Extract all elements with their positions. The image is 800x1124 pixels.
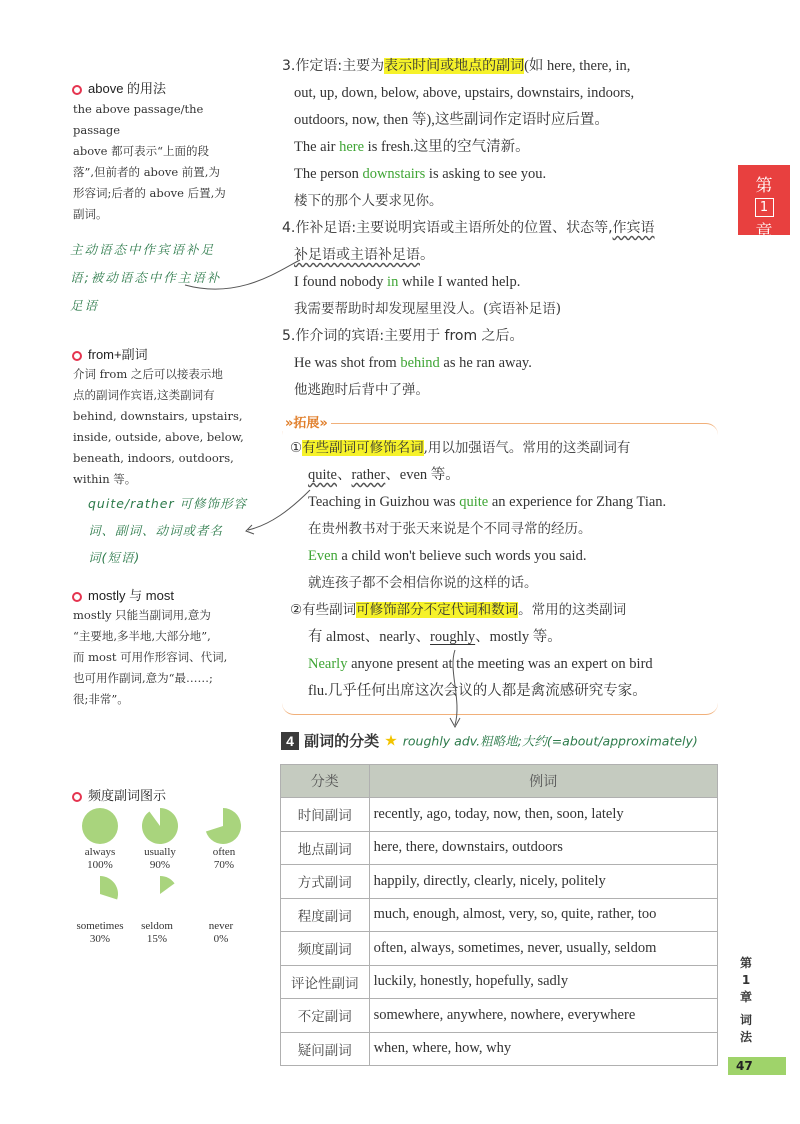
note-line: 足语: [70, 298, 100, 313]
mostly-line: “主要地,多半地,大部分地”,: [73, 629, 211, 643]
note-line: 词(短语): [88, 550, 141, 565]
ex-text: as he ran away.: [439, 355, 532, 371]
side-chapter-char: 第: [739, 956, 752, 970]
p2-text: 有 almost、nearly、: [308, 629, 431, 645]
freq-word: often: [212, 846, 236, 858]
example-in-cn: 我需要帮助时却发现屋里没人。(宾语补足语): [294, 301, 562, 317]
star-icon: ★: [384, 731, 398, 750]
s3-line3: outdoors, now, then 等),这些副词作定语时应后置。: [294, 112, 609, 128]
table-header-row: [281, 765, 718, 798]
freq-word: sometimes: [76, 920, 124, 932]
row-category: 评论性副词: [281, 965, 370, 999]
page-number: 47: [736, 1059, 753, 1073]
note-line: 主动语态中作宾语补足: [70, 242, 216, 257]
from-line: 点的副词作宾语,这类副词有: [73, 388, 215, 402]
ex-text: an experience for Zhang Tian.: [488, 494, 667, 510]
p2-text: 。常用的这类副词: [518, 602, 627, 618]
row-examples: luckily, honestly, hopefully, sadly: [369, 965, 717, 999]
p2-roughly: roughly: [430, 629, 476, 645]
mostly-title-text: mostly 与 most: [88, 588, 174, 603]
example-behind-cn: 他逃跑时后背中了弹。: [294, 382, 429, 398]
from-line: 介词 from 之后可以接表示地: [73, 367, 223, 381]
ex-text: I found nobody: [294, 274, 388, 290]
above-line: 形容词;后者的 above 后置,为: [73, 186, 226, 200]
ex-text: anyone present at the meeting was an expert on bird: [347, 656, 653, 672]
chapter-tab[interactable]: [738, 165, 790, 242]
s4-label: 4.作补足语:主要说明宾语或主语所处的位置、状态等,: [282, 220, 613, 236]
ex-text: The air: [294, 139, 340, 155]
p1-rather: rather: [351, 467, 386, 483]
s3-highlight: 表示时间或地点的副词: [384, 58, 525, 74]
side-chapter-char: 1: [741, 973, 751, 987]
row-examples: here, there, downstairs, outdoors: [369, 831, 717, 865]
from-line: within 等。: [73, 472, 137, 486]
s3-examples: (如 here, there, in,: [524, 58, 631, 74]
ex-adverb: behind: [400, 355, 440, 371]
from-line: beneath, indoors, outdoors,: [73, 451, 234, 465]
section-title: 副词的分类: [304, 732, 380, 750]
ex-adverb: here: [339, 139, 365, 155]
above-title-text: above 的用法: [88, 81, 167, 96]
freq-pct: 70%: [213, 859, 235, 871]
header-examples: 例词: [369, 765, 717, 798]
ex-text: is fresh.这里的空气清新。: [364, 139, 530, 155]
from-line: behind, downstairs, upstairs,: [73, 409, 243, 423]
table-row: [281, 798, 718, 832]
example-nearly-line2: flu.几乎任何出席这次会议的人都是禽流感研究专家。: [308, 683, 647, 699]
ex-adverb: Even: [308, 548, 338, 564]
freq-word: seldom: [141, 920, 173, 932]
ex-text: while I wanted help.: [398, 274, 521, 290]
freq-pct: 100%: [87, 859, 113, 871]
from-title-text: from+副词: [88, 347, 148, 362]
above-line: 副词。: [73, 207, 108, 221]
row-examples: much, enough, almost, very, so, quite, rather, too: [369, 898, 717, 932]
row-examples: happily, directly, clearly, nicely, politely: [369, 865, 717, 899]
freq-word: usually: [144, 846, 176, 858]
row-category: 程度副词: [281, 898, 370, 932]
row-category: 频度副词: [281, 932, 370, 966]
table-row: [281, 965, 718, 999]
p1-sep: 、: [337, 467, 352, 483]
freq-pct: 15%: [146, 933, 168, 945]
row-category: 疑问副词: [281, 1032, 370, 1066]
p1-highlight: 有些副词可修饰名词: [302, 440, 424, 456]
example-quite-cn: 在贵州教书对于张天来说是个不同寻常的经历。: [308, 521, 592, 537]
ex-text: He was shot from: [294, 355, 401, 371]
note-line: 语;被动语态中作主语补: [70, 270, 222, 285]
mostly-line: mostly 只能当副词用,意为: [73, 608, 211, 622]
ex-text: Teaching in Guizhou was: [308, 494, 460, 510]
ex-adverb: quite: [459, 494, 489, 510]
table-row: [281, 999, 718, 1033]
above-line: 落”,但前者的 above 前置,为: [73, 165, 220, 179]
side-chapter-char: 法: [739, 1030, 752, 1044]
row-examples: somewhere, anywhere, nowhere, everywhere: [369, 999, 717, 1033]
p2-text: 、mostly 等。: [475, 629, 562, 645]
chapter-tab-top: 第: [755, 176, 773, 196]
arrow-quite: [248, 490, 310, 530]
arrow-complement: [185, 260, 300, 289]
roughly-note: roughly adv.粗略地;大约(=about/approximately): [402, 733, 698, 749]
section-number: 4: [281, 732, 299, 750]
expand-tag-text: 拓展: [293, 416, 320, 431]
chapter-tab-bottom: 章: [755, 222, 773, 242]
side-chapter-char: 词: [739, 1013, 752, 1027]
expand-tag-label: »拓展»: [282, 416, 331, 431]
above-line: above 都可表示“上面的段: [73, 144, 209, 158]
arrowhead-roughly: [450, 718, 460, 727]
section4-heading: [281, 730, 698, 751]
mostly-line: 而 most 可用作形容词、代词,: [73, 650, 228, 664]
s3-line2: out, up, down, below, above, upstairs, downstairs, indoors,: [294, 85, 635, 101]
side-chapter-char: 章: [739, 990, 752, 1004]
row-examples: often, always, sometimes, never, usually, seldom: [369, 932, 717, 966]
header-category: 分类: [281, 765, 370, 798]
row-category: 地点副词: [281, 831, 370, 865]
p1-tail: 、even 等。: [385, 467, 460, 483]
example-even-cn: 就连孩子都不会相信你说的这样的话。: [308, 575, 538, 591]
side-chapter-label: [736, 955, 756, 1046]
s4-end: 。: [420, 247, 435, 263]
note-line: 词、副词、动词或者名: [88, 523, 224, 538]
row-category: 方式副词: [281, 865, 370, 899]
adverb-classification-table: [280, 764, 718, 1066]
p1-number: ①: [290, 440, 303, 456]
chapter-tab-number: 1: [755, 198, 774, 217]
section5-heading: 5.作介词的宾语:主要用于 from 之后。: [282, 328, 524, 344]
freq-pct: 0%: [213, 933, 229, 945]
p2-number: ②: [290, 602, 303, 618]
p2-text: 有些副词: [302, 602, 357, 618]
s3-label: 3.作定语:主要为: [282, 58, 385, 74]
row-category: 时间副词: [281, 798, 370, 832]
note-line: quite/rather 可修饰形容: [88, 496, 248, 511]
table-row: [281, 1032, 718, 1066]
above-line: the above passage/the passage: [73, 102, 204, 137]
row-examples: recently, ago, today, now, then, soon, lately: [369, 798, 717, 832]
freq-pct: 30%: [89, 933, 111, 945]
freq-word: never: [208, 920, 234, 932]
ex-text: a child won't believe such words you said.: [337, 548, 587, 564]
p1-quite: quite: [308, 467, 337, 483]
page-number-bar: [728, 1057, 786, 1075]
s4-wavy: 补足语或主语补足语: [294, 247, 420, 263]
row-category: 不定副词: [281, 999, 370, 1033]
ex-text: The person: [294, 166, 363, 182]
table-row: [281, 831, 718, 865]
s4-wavy: 作宾语: [612, 220, 655, 236]
mostly-line: 很;非常”。: [73, 692, 129, 706]
row-examples: when, where, how, why: [369, 1032, 717, 1066]
freq-pct: 90%: [149, 859, 171, 871]
table-row: [281, 865, 718, 899]
freq-word: always: [84, 846, 116, 858]
table-row: [281, 932, 718, 966]
ex-adverb: Nearly: [308, 656, 348, 672]
p1-text: ,用以加强语气。常用的这类副词有: [423, 440, 631, 456]
arrow-roughly: [453, 650, 457, 725]
p2-highlight: 可修饰部分不定代词和数词: [356, 602, 519, 618]
table-row: [281, 898, 718, 932]
ex-adverb: in: [387, 274, 399, 290]
from-line: inside, outside, above, below,: [73, 430, 244, 444]
example-downstairs-cn: 楼下的那个人要求见你。: [294, 193, 443, 209]
freq-title-text: 频度副词图示: [88, 788, 167, 803]
mostly-line: 也可用作副词,意为“最……;: [73, 671, 213, 685]
ex-text: is asking to see you.: [425, 166, 547, 182]
ex-adverb: downstairs: [362, 166, 426, 182]
